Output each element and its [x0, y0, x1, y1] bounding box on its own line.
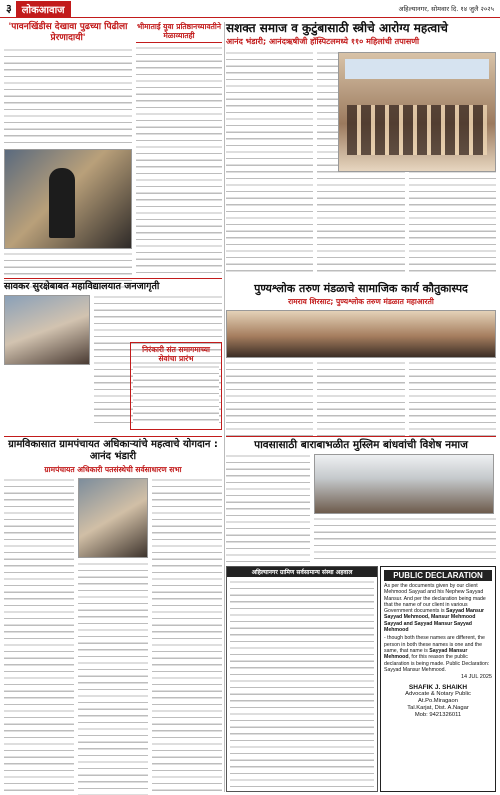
- story-photo: [4, 149, 132, 249]
- story-column: [4, 478, 74, 795]
- story-headline: भीमाताई युवा प्रतिष्ठानच्यावतीने मेळाव्यातही: [136, 22, 222, 43]
- story-nirankari: [130, 342, 222, 430]
- story-photo: [314, 454, 494, 514]
- story-headline: पावसासाठी बाराबाभळीत मुस्लिम बांधवांची विशेष नमाज: [226, 436, 496, 451]
- story-body: [4, 48, 132, 146]
- story-headline: ग्रामविकासात ग्रामपंचायत अधिकाऱ्यांचे महत्वाचे योगदान : आनंद भंडारी: [4, 436, 222, 463]
- signatory-role: Advocate & Notary Public: [405, 691, 471, 698]
- story-column: [152, 478, 222, 795]
- story-headline: पुण्यश्लोक तरुण मंडळाचे सामाजिक कार्य कौतुकास्पद: [254, 282, 468, 295]
- story-gram-panchayat: [4, 436, 222, 792]
- legal-notice-title: अहिल्यानगर ग्रामिण सर्वसामान्य संस्था अहवाल: [227, 567, 377, 577]
- story-column: [409, 361, 496, 437]
- story-photo: [226, 310, 496, 358]
- story-column: [78, 562, 148, 795]
- declaration-date: 14 JUL 2025: [461, 674, 492, 681]
- declaration-text: As per the documents given by our client Mehmood Sayyad and his Nephew Sayyad Mansur. And per the declaration being made that the name of our client in various Government documents is: [384, 583, 486, 615]
- story-column: [314, 517, 496, 562]
- declaration-text: , for this reason the public declaration is being made. Public Declaration: Sayyad Mansur Mehmood.: [384, 654, 490, 673]
- legal-notice-body: [230, 580, 374, 788]
- story-body: [136, 46, 222, 278]
- story-headline: 'पावनखिंडीस देखावा पुढच्या पिढीला प्रेरणादायी': [8, 22, 128, 43]
- story-headline: निरंकारी संत समागमाच्या सेवांचा प्रारंभ: [142, 345, 210, 363]
- story-bhimatai: [136, 22, 222, 272]
- signatory-address: At.Po.Miragaon: [418, 698, 458, 705]
- column-rule: [224, 22, 225, 792]
- dateline: अहिल्यानगर, सोमवार दि. १४ जुलै २०२५: [398, 5, 494, 13]
- declaration-text: - though both these names are different, the person in both these names is one and the same, that name is: [384, 635, 485, 654]
- declaration-names: Sayyad Mansur Sayyad Mehmood, Mansur Mehmood Sayyad and Sayyad Mansur Sayyad Mehmood: [384, 608, 485, 634]
- declaration-para: [384, 635, 492, 673]
- signatory-name: SHAFIK J. SHAIKH: [408, 684, 468, 692]
- page-number: ३: [6, 2, 12, 15]
- story-photo: [4, 295, 90, 365]
- story-column: [226, 361, 313, 437]
- story-subheadline: आनंद भंडारी; आनंदऋषीजी हॉस्पिटलमध्ये ११० महिलांची तपासणी: [226, 37, 420, 46]
- public-declaration: [380, 566, 496, 792]
- signatory: [384, 684, 492, 719]
- signatory-mobile: Mob: 9421326011: [414, 712, 462, 719]
- story-body: [133, 365, 219, 423]
- newspaper-logo: लोकआवाज: [16, 1, 71, 17]
- story-punyashlok: [226, 283, 496, 433]
- story-photo: [78, 478, 148, 558]
- story-subheadline: रामराव शिरसाट; पुण्यश्लोक तरुण मंडळात महाआरती: [288, 297, 434, 306]
- story-womens-health: [226, 22, 496, 279]
- masthead: [0, 0, 500, 18]
- signatory-address: Tal.Karjat, Dist. A.Nagar: [407, 705, 469, 712]
- story-pavankhind: [4, 22, 132, 272]
- story-column: [317, 361, 404, 437]
- story-subheadline: ग्रामपंचायत अधिकारी पतसंस्थेची सर्वसाधारण सभा: [44, 465, 182, 474]
- legal-notice: [226, 566, 378, 792]
- declaration-final-name: Sayyad Mansur Mehmood: [384, 647, 468, 661]
- story-column: [226, 454, 310, 562]
- declaration-para: [384, 583, 492, 633]
- story-namaz-rain: [226, 436, 496, 564]
- story-headline: सशक्त समाज व कुटुंबासाठी स्त्रीचे आरोग्य महत्वाचे: [226, 21, 448, 35]
- story-column: [226, 51, 313, 277]
- story-headline: सावकर सुरक्षेबाबत महाविद्यालयात जनजागृती: [4, 278, 222, 292]
- story-photo: [338, 52, 496, 172]
- declaration-title: PUBLIC DECLARATION: [384, 570, 492, 581]
